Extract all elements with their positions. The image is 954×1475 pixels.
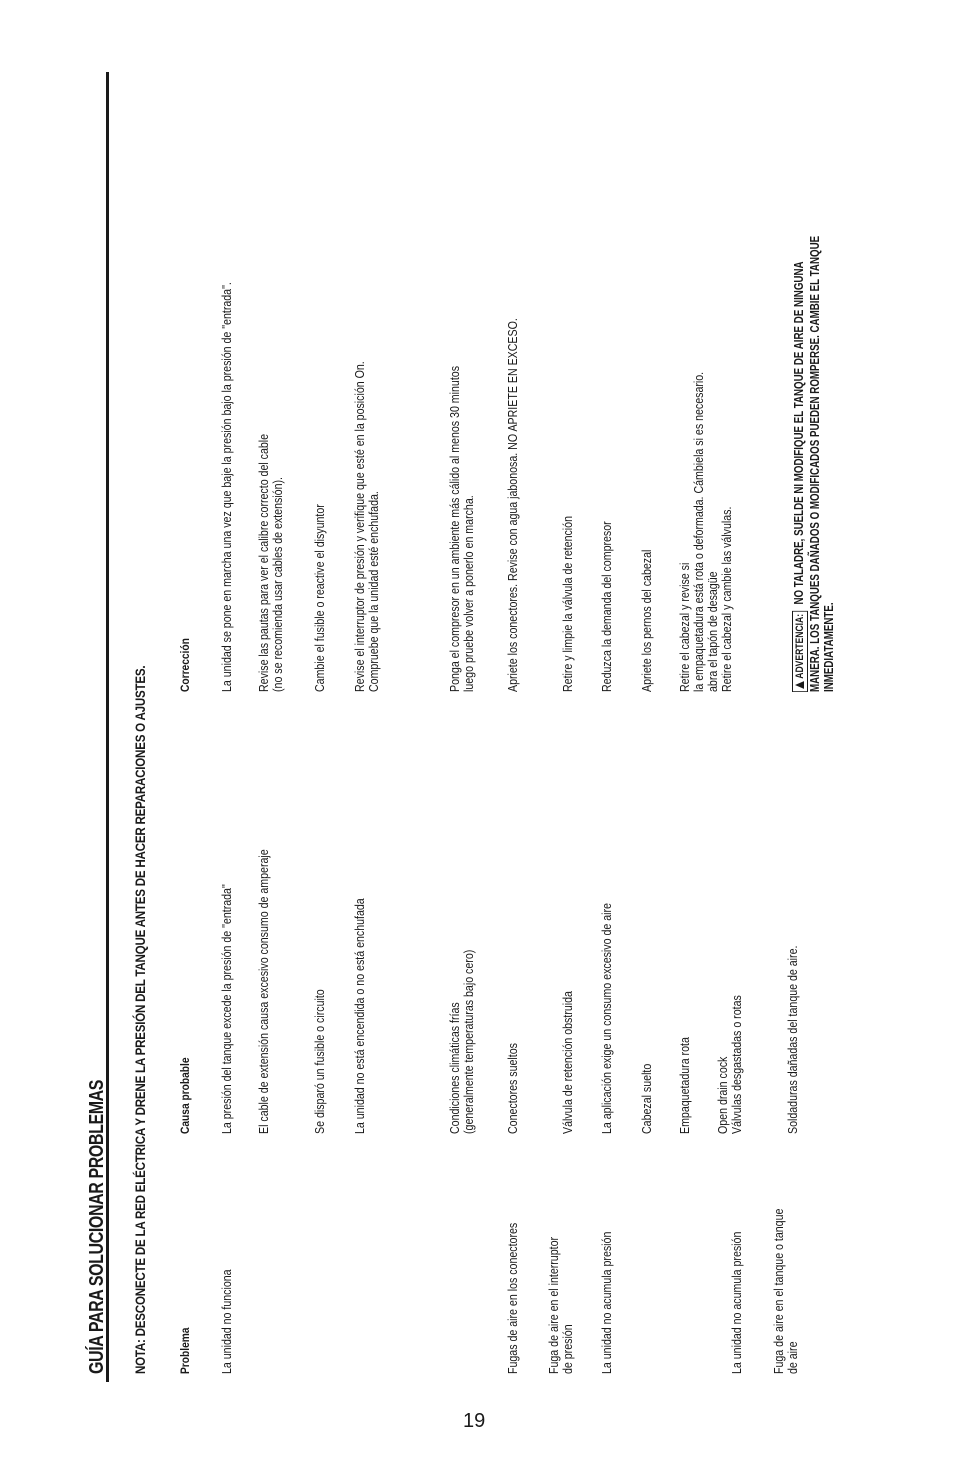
problem-no-acumula-presion-2: La unidad no acumula presión <box>730 1231 744 1374</box>
header-correction: Corrección <box>178 638 192 692</box>
correction-row-1: La unidad se pone en marcha una vez que baje la presión bajo la presión de "entrada". <box>220 282 234 692</box>
correction-row-4-a: Revise el interruptor de presión y verifique que esté en la posición On. <box>353 361 367 692</box>
warning-text-1: NO TALADRE, SUELDE NI MODIFIQUE EL TANQUE DE AIRE DE NINGUNA <box>792 261 806 605</box>
header-cause: Causa probable <box>178 1057 192 1134</box>
problem-fuga-interruptor-a: Fuga de aire en el interruptor <box>547 1236 561 1374</box>
problem-fuga-tanque-a: Fuga de aire en el tanque o tanque <box>772 1208 786 1374</box>
problem-no-funciona: La unidad no funciona <box>220 1269 234 1374</box>
correction-row-12: Retire el cabezal y cambie las válvulas. <box>720 506 734 692</box>
problem-fuga-interruptor-b: de presión <box>561 1324 575 1374</box>
correction-row-2-a: Revise las pautas para ver el calibre correcto del cable <box>257 433 271 692</box>
cause-row-1: La presión del tanque excede la presión de "entrada" <box>220 884 234 1134</box>
correction-row-11: abra el tapón de desagüe <box>706 571 720 692</box>
problem-fugas-conectores: Fugas de aire en los conectores <box>506 1222 520 1374</box>
cause-row-7: Válvula de retención obstruida <box>561 991 575 1134</box>
warning-line-1 <box>792 261 808 692</box>
correction-row-3: Cambie el fusible o reactive el disyuntor <box>313 504 327 692</box>
problem-fuga-tanque-b: de aire <box>786 1341 800 1374</box>
cause-row-2: El cable de extensión causa excesivo consumo de amperaje <box>257 849 271 1134</box>
cause-row-9: Cabezal suelto <box>640 1063 654 1134</box>
page-title: GUÍA PARA SOLUCIONAR PROBLEMAS <box>86 1079 108 1374</box>
cause-row-11: Open drain cock <box>716 1056 730 1134</box>
problem-no-acumula-presion: La unidad no acumula presión <box>600 1231 614 1374</box>
cause-row-3: Se disparó un fusible o circuito <box>313 989 327 1134</box>
safety-note: NOTA: DESCONECTE DE LA RED ELÉCTRICA Y DRENE LA PRESIÓN DEL TANQUE ANTES DE HACER REPARACIONES O AJUSTES. <box>132 665 148 1374</box>
cause-row-5-a: Condiciones climáticas frías <box>448 1002 462 1134</box>
correction-row-10-a: Retire el cabezal y revise si <box>678 562 692 692</box>
cause-row-4: La unidad no está encendida o no está enchufada <box>353 898 367 1134</box>
correction-row-8: Reduzca la demanda del compresor <box>600 521 614 692</box>
cause-row-5-b: (generalmente temperaturas bajo cero) <box>462 949 476 1134</box>
correction-row-10-b: la empaquetadura está rota o deformada. Cámbiela si es necesario. <box>692 371 706 692</box>
warning-line-3: INMEDIATAMENTE. <box>822 602 836 692</box>
header-problem: Problema <box>178 1327 192 1374</box>
cause-row-6: Conectores sueltos <box>506 1043 520 1134</box>
correction-row-7: Retire y limpie la válvula de retención <box>561 516 575 692</box>
correction-row-5-a: Ponga el compresor en un ambiente más cálido al menos 30 minutos <box>448 365 462 692</box>
cause-row-12: Válvulas desgastadas o rotas <box>730 995 744 1134</box>
warning-triangle-icon <box>795 681 804 689</box>
cause-row-13: Soldaduras dañadas del tanque de aire. <box>786 945 800 1134</box>
page-number: 19 <box>463 1410 486 1432</box>
rotated-page-content <box>72 87 892 1382</box>
correction-row-4-b: Compruebe que la unidad esté enchufada. <box>367 491 381 692</box>
correction-row-5-b: luego pruebe volver a ponerlo en marcha. <box>462 495 476 692</box>
cause-row-10: Empaquetadura rota <box>678 1037 692 1134</box>
warning-line-2: MANERA. LOS TANQUES DAÑADOS O MODIFICADOS PUEDEN ROMPERSE. CAMBIE EL TANQUE <box>808 235 822 692</box>
correction-row-9: Apriete los pernos del cabezal <box>640 549 654 692</box>
warning-label: ADVERTENCIA: <box>792 611 808 692</box>
correction-row-2-b: (no se recomienda usar cables de extensión). <box>271 477 285 692</box>
correction-row-6: Apriete los conectores. Revise con agua jabonosa. NO APRIETE EN EXCESO. <box>506 318 520 692</box>
cause-row-8: La aplicación exige un consumo excesivo de aire <box>600 903 614 1134</box>
